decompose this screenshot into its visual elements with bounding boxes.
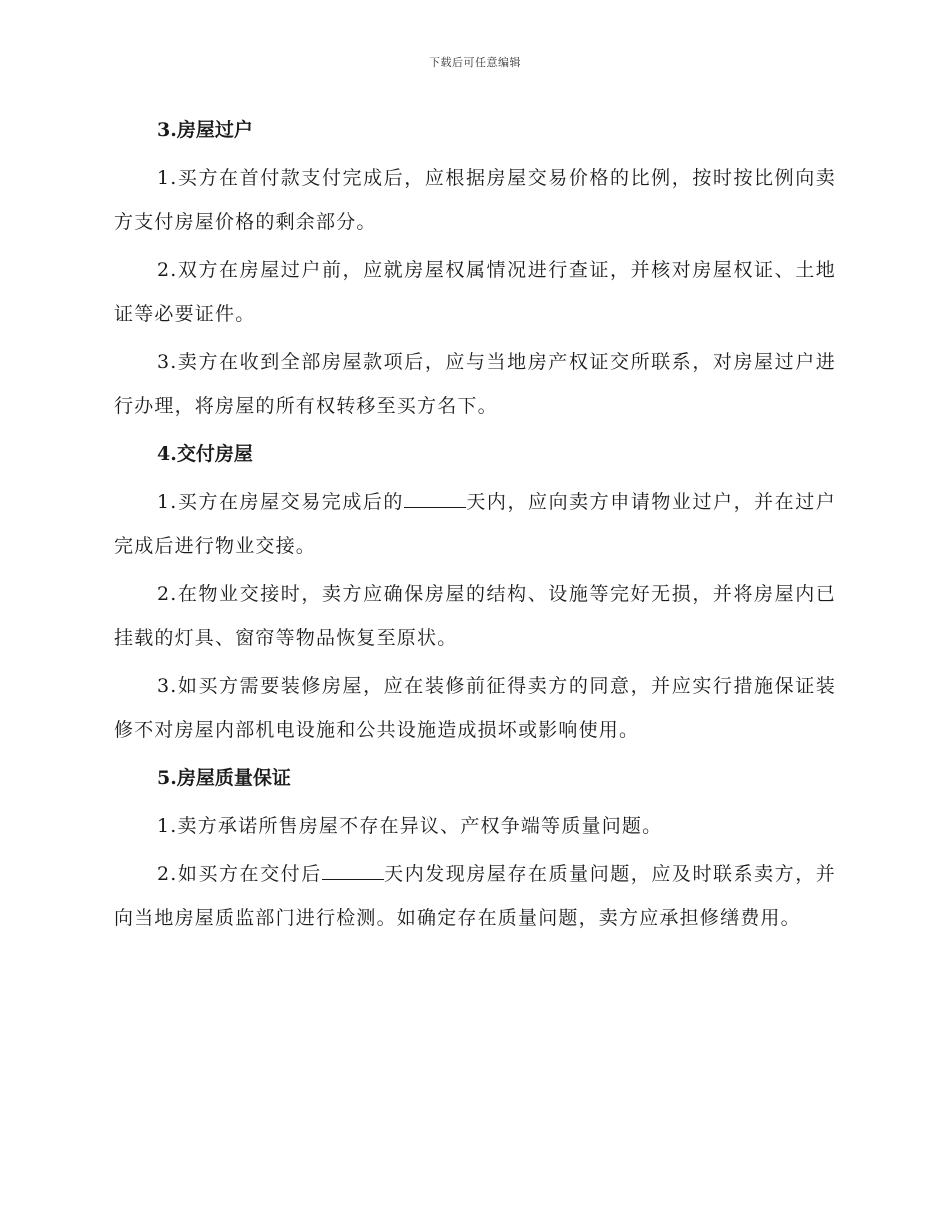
paragraph: 1.卖方承诺所售房屋不存在异议、产权争端等质量问题。	[157, 815, 663, 837]
section-house-delivery	[114, 432, 836, 752]
paragraph: 3.卖方在收到全部房屋款项后，应与当地房产权证交所联系，对房屋过户进行办理，将房屋的所有权转移至买方名下。	[114, 351, 836, 417]
fill-in-blank	[322, 861, 384, 880]
paragraph-with-blank	[114, 852, 836, 940]
section-heading: 3.房屋过户	[157, 119, 253, 141]
paragraph-text-after: 天内发现房屋存在质量问题，应及时联系卖方，并向当地房屋质监部门进行检测。如确定存在质量问题，卖方应承担修缮费用。	[114, 863, 836, 929]
paragraph: 3.如买方需要装修房屋，应在装修前征得卖方的同意，并应实行措施保证装修不对房屋内部机电设施和公共设施造成损坏或影响使用。	[114, 675, 836, 741]
section-house-transfer	[114, 108, 836, 428]
fill-in-blank	[404, 489, 466, 508]
header-note: 下载后可任意编辑	[429, 56, 521, 69]
section-heading: 5.房屋质量保证	[157, 767, 291, 789]
paragraph: 2.双方在房屋过户前，应就房屋权属情况进行查证，并核对房屋权证、土地证等必要证件。	[114, 259, 836, 325]
paragraph-text-before: 1.买方在房屋交易完成后的	[157, 491, 404, 513]
document-body	[114, 108, 836, 940]
paragraph-text-after: 天内，应向卖方申请物业过户，并在过户完成后进行物业交接。	[114, 491, 836, 557]
paragraph: 2.在物业交接时，卖方应确保房屋的结构、设施等完好无损，并将房屋内已挂载的灯具、窗帘等物品恢复至原状。	[114, 583, 836, 649]
section-heading: 4.交付房屋	[157, 443, 253, 465]
paragraph-text-before: 2.如买方在交付后	[157, 863, 322, 885]
paragraph-with-blank	[114, 480, 836, 568]
paragraph: 1.买方在首付款支付完成后，应根据房屋交易价格的比例，按时按比例向卖方支付房屋价格的剩余部分。	[114, 167, 836, 233]
section-quality-guarantee	[114, 756, 836, 940]
